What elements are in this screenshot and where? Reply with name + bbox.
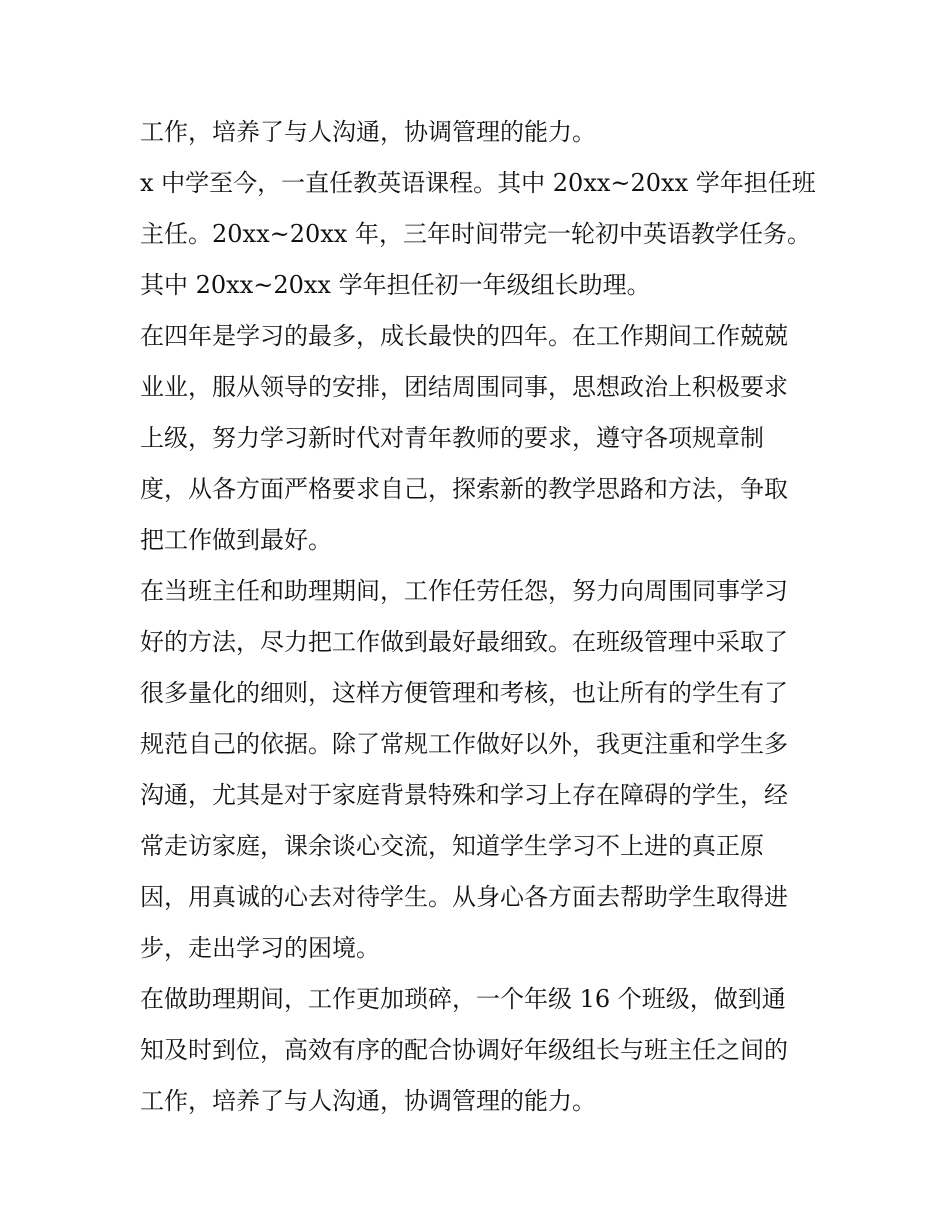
text-line: 步，走出学习的困境。 <box>140 934 380 962</box>
text-line: 把工作做到最好。 <box>140 526 332 554</box>
text-line: 好的方法，尽力把工作做到最好最细致。在班级管理中采取了 <box>140 628 788 656</box>
text-line: 在四年是学习的最多，成长最快的四年。在工作期间工作兢兢 <box>140 322 788 350</box>
text-line: 工作，培养了与人沟通，协调管理的能力。 <box>140 118 596 146</box>
text-line: 上级，努力学习新时代对青年教师的要求，遵守各项规章制 <box>140 424 764 452</box>
document-body <box>140 107 820 1127</box>
text-line: 度，从各方面严格要求自己，探索新的教学思路和方法，争取 <box>140 475 788 503</box>
text-line: 知及时到位，高效有序的配合协调好年级组长与班主任之间的 <box>140 1036 788 1064</box>
text-line: 规范自己的依据。除了常规工作做好以外，我更注重和学生多 <box>140 730 788 758</box>
text-line: 沟通，尤其是对于家庭背景特殊和学习上存在障碍的学生，经 <box>140 781 788 809</box>
text-line: 主任。20xx~20xx 年，三年时间带完一轮初中英语教学任务。 <box>140 220 811 248</box>
text-line: 因，用真诚的心去对待学生。从身心各方面去帮助学生取得进 <box>140 883 788 911</box>
text-line: 常走访家庭，课余谈心交流，知道学生学习不上进的真正原 <box>140 832 764 860</box>
text-line: 在当班主任和助理期间，工作任劳任怨，努力向周围同事学习 <box>140 577 788 605</box>
text-line: 很多量化的细则，这样方便管理和考核，也让所有的学生有了 <box>140 679 788 707</box>
text-line: 其中 20xx~20xx 学年担任初一年级组长助理。 <box>140 271 651 299</box>
text-line: 业业，服从领导的安排，团结周围同事，思想政治上积极要求 <box>140 373 788 401</box>
text-line: 在做助理期间，工作更加琐碎，一个年级 16 个班级，做到通 <box>140 985 786 1013</box>
text-line: 工作，培养了与人沟通，协调管理的能力。 <box>140 1087 596 1115</box>
text-line: x 中学至今，一直任教英语课程。其中 20xx~20xx 学年担任班 <box>140 169 816 197</box>
